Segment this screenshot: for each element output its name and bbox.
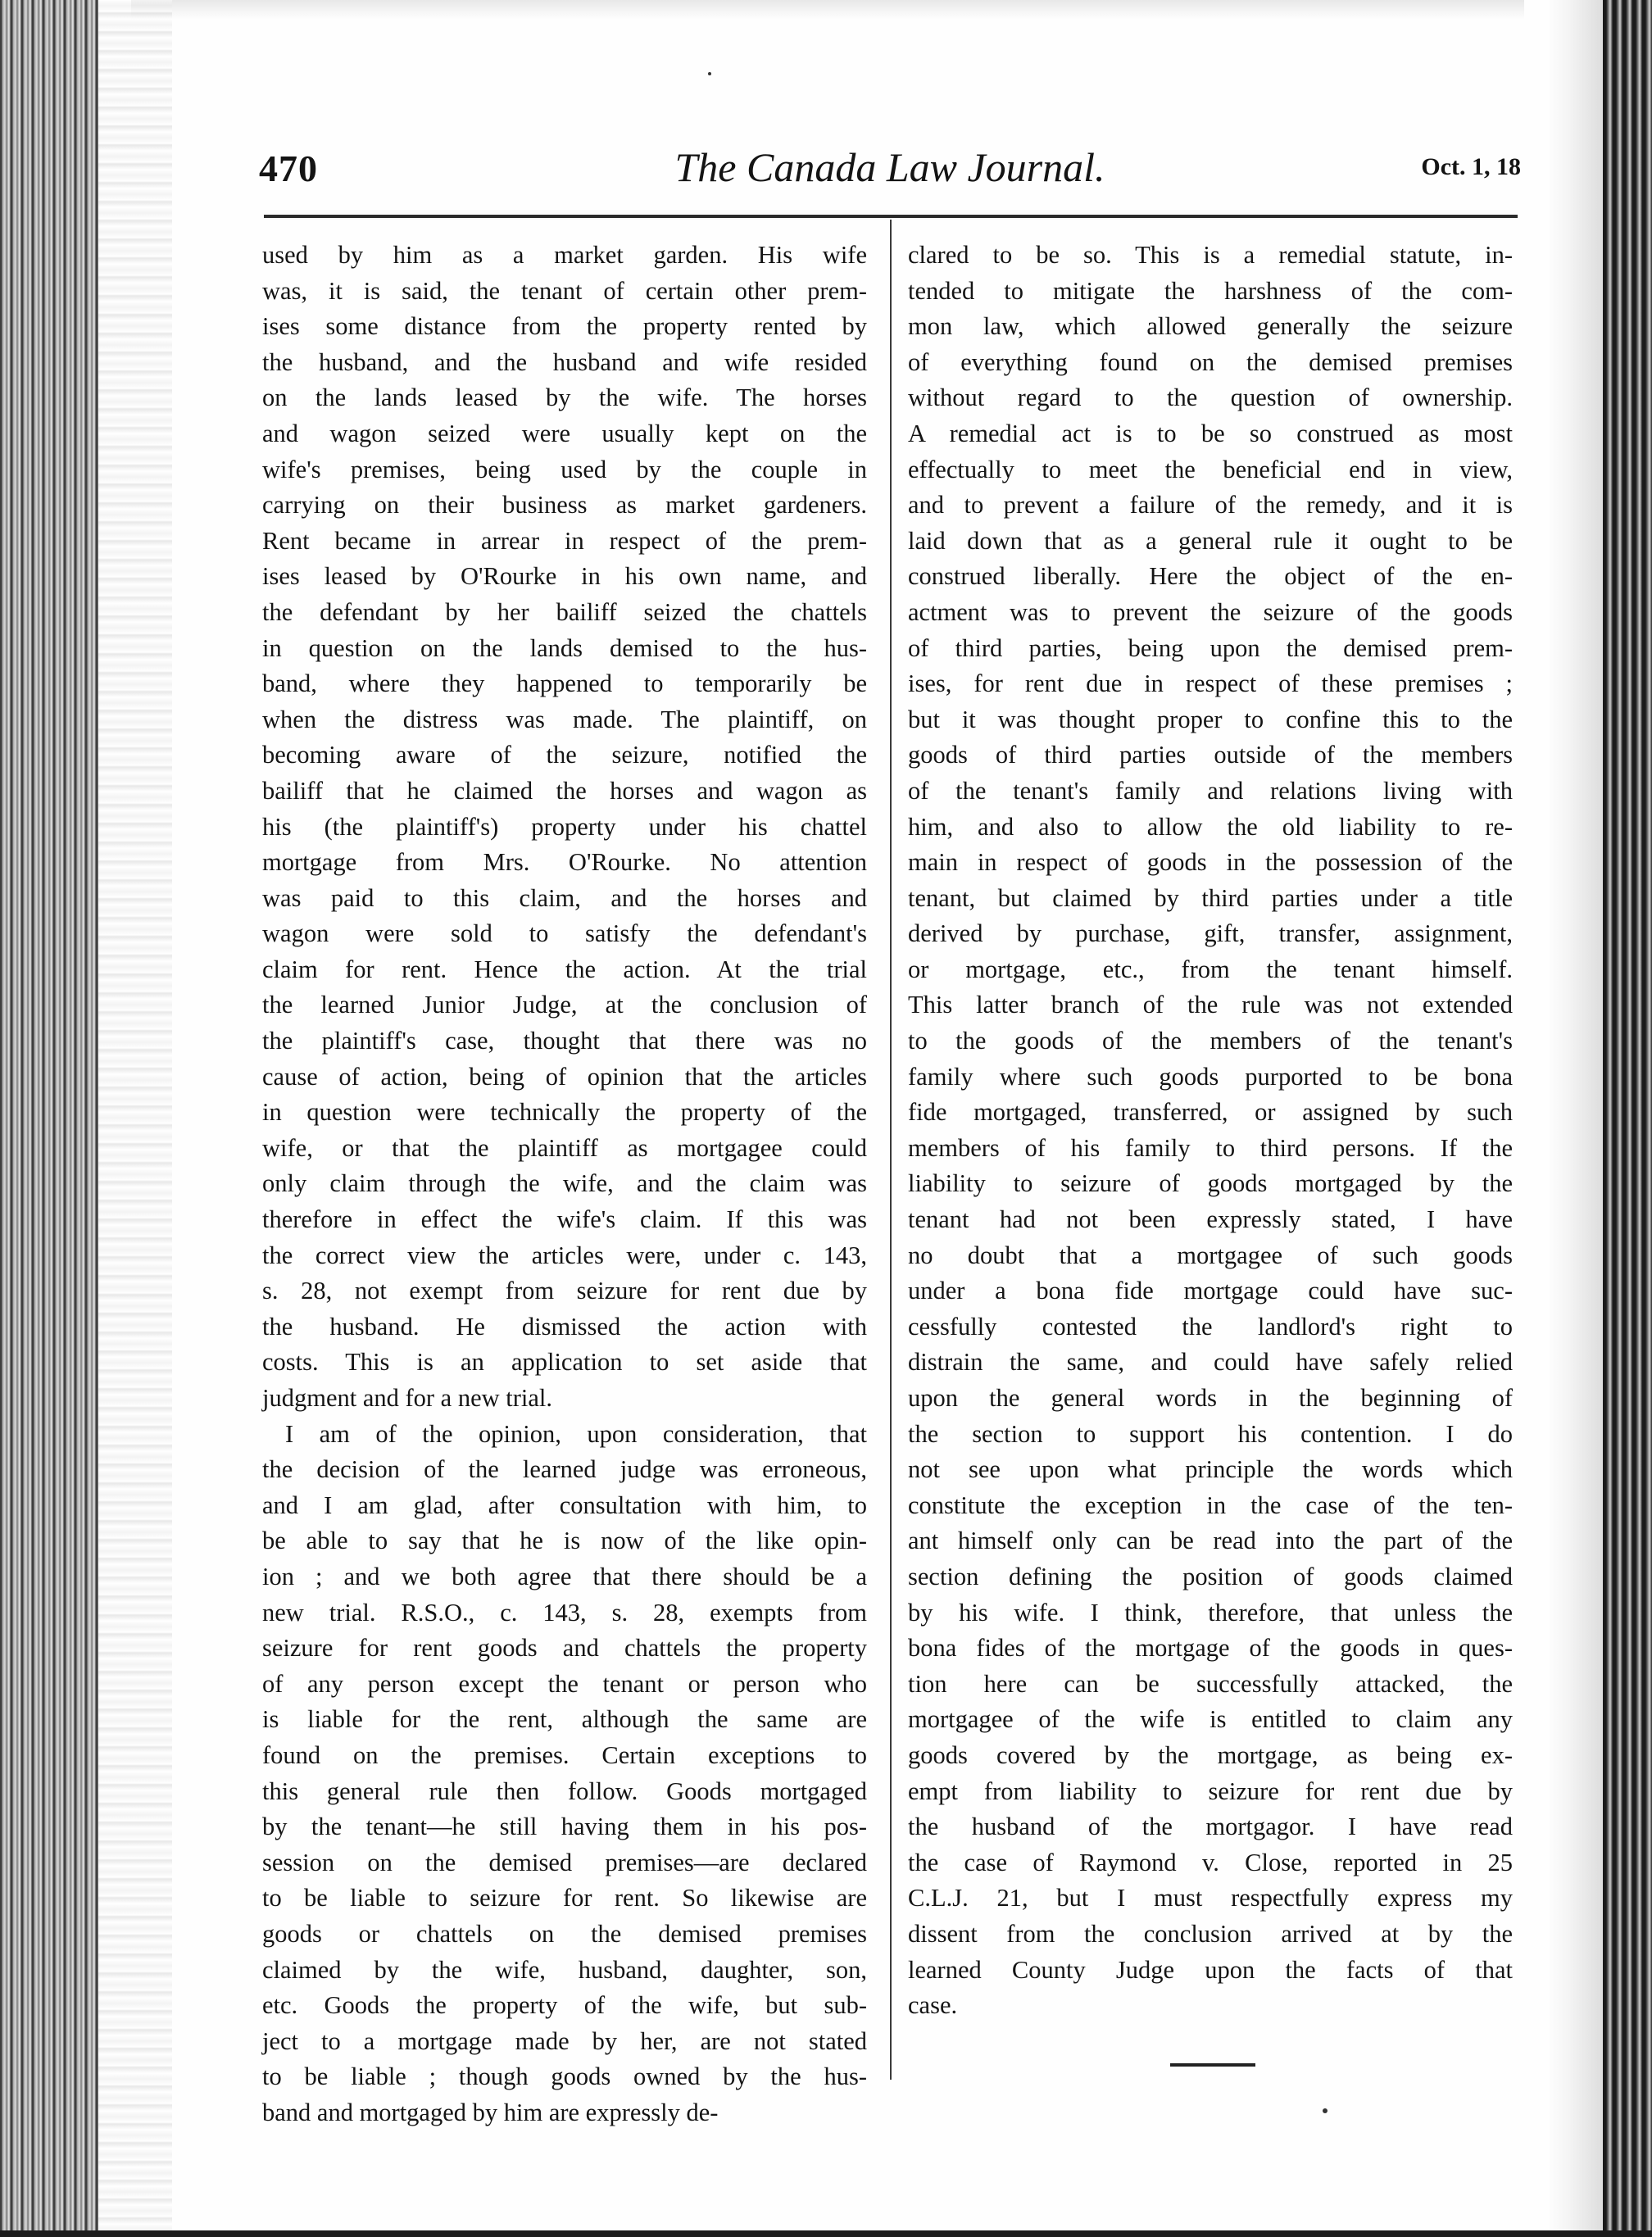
text-line: new trial. R.S.O., c. 143, s. 28, exempts from: [262, 1598, 867, 1627]
text-line: goods of third parties outside of the members: [908, 741, 1513, 769]
header-rule: [264, 215, 1518, 218]
text-line: section defining the position of goods claimed: [908, 1562, 1513, 1590]
text-line: tenant had not been expressly stated, I have: [908, 1205, 1513, 1234]
text-line: effectually to meet the beneficial end in view,: [908, 455, 1513, 483]
text-line: under a bona fide mortgage could have suc-: [908, 1277, 1513, 1305]
text-line: session on the demised premises—are declared: [262, 1848, 867, 1876]
text-line: no doubt that a mortgagee of such goods: [908, 1241, 1513, 1269]
text-line: goods covered by the mortgage, as being ex-: [908, 1740, 1513, 1769]
text-line: of third parties, being upon the demised prem-: [908, 633, 1513, 662]
text-line: case.: [908, 1991, 958, 2020]
section-end-rule: [1170, 2063, 1255, 2067]
scan-shadow-right: [1545, 0, 1603, 2237]
text-line: bona fides of the mortgage of the goods in ques-: [908, 1634, 1513, 1663]
text-line: and to prevent a failure of the remedy, and it is: [908, 491, 1513, 520]
text-line: therefore in effect the wife's claim. If this was: [262, 1205, 867, 1234]
text-line: C.L.J. 21, but I must respectfully express my: [908, 1884, 1513, 1913]
scan-binding-edge-right: [1603, 0, 1652, 2237]
text-line: family where such goods purported to be bona: [908, 1062, 1513, 1091]
text-line: learned County Judge upon the facts of that: [908, 1955, 1513, 1984]
text-line: ant himself only can be read into the part of the: [908, 1527, 1513, 1555]
text-line: the case of Raymond v. Close, reported in 25: [908, 1848, 1513, 1876]
text-line: dissent from the conclusion arrived at by the: [908, 1919, 1513, 1948]
text-line: is liable for the rent, although the same are: [262, 1705, 867, 1734]
text-line: I am of the opinion, upon consideration, that: [285, 1419, 867, 1448]
text-line: was paid to this claim, and the horses and: [262, 883, 867, 912]
text-line: main in respect of goods in the possession of the: [908, 848, 1513, 877]
text-line: to be liable to seizure for rent. So likewise are: [262, 1884, 867, 1913]
text-line: be able to say that he is now of the like opin-: [262, 1527, 867, 1555]
text-line: cause of action, being of opinion that the articles: [262, 1062, 867, 1091]
text-line: ion ; and we both agree that there should be a: [262, 1562, 867, 1590]
text-line: without regard to the question of ownership.: [908, 383, 1513, 412]
text-line: cessfully contested the landlord's right to: [908, 1312, 1513, 1341]
right-column: [908, 238, 1513, 2024]
text-line: when the distress was made. The plaintiff, on: [262, 705, 867, 733]
text-line: fide mortgaged, transferred, or assigned by such: [908, 1098, 1513, 1127]
page-number: 470: [259, 147, 318, 189]
text-line: wife, or that the plaintiff as mortgagee could: [262, 1133, 867, 1162]
text-line: laid down that as a general rule it ought to be: [908, 526, 1513, 555]
text-line: constitute the exception in the case of the ten-: [908, 1491, 1513, 1519]
scan-binding-edge-left: [0, 0, 98, 2237]
text-line: becoming aware of the seizure, notified the: [262, 741, 867, 769]
text-line: the section to support his contention. I do: [908, 1419, 1513, 1448]
text-line: of everything found on the demised premises: [908, 347, 1513, 376]
scan-noise-left: [98, 0, 172, 2237]
text-line: the husband. He dismissed the action with: [262, 1312, 867, 1341]
text-line: tenant, but claimed by third parties under a title: [908, 883, 1513, 912]
scan-shadow-top: [131, 0, 1524, 20]
text-line: wife's premises, being used by the couple in: [262, 455, 867, 483]
text-line: the correct view the articles were, under c. 143,: [262, 1241, 867, 1269]
text-line: ject to a mortgage made by her, are not stated: [262, 2026, 867, 2055]
text-line: s. 28, not exempt from seizure for rent due by: [262, 1277, 867, 1305]
scan-edge-bottom: [0, 2230, 1652, 2237]
text-line: judgment and for a new trial.: [262, 1384, 553, 1412]
text-line: to be liable ; though goods owned by the hus-: [262, 2062, 867, 2091]
text-line: claim for rent. Hence the action. At the trial: [262, 955, 867, 983]
text-line: his (the plaintiff's) property under his chattel: [262, 812, 867, 841]
text-line: by the tenant—he still having them in his pos-: [262, 1813, 867, 1841]
text-line: upon the general words in the beginning of: [908, 1384, 1513, 1412]
text-line: in question were technically the property of the: [262, 1098, 867, 1127]
text-line: the learned Junior Judge, at the conclusion of: [262, 991, 867, 1019]
ink-speck: [1323, 2108, 1328, 2113]
text-line: goods or chattels on the demised premises: [262, 1919, 867, 1948]
text-line: members of his family to third persons. If the: [908, 1133, 1513, 1162]
text-line: to the goods of the members of the tenant's: [908, 1027, 1513, 1055]
text-line: Rent became in arrear in respect of the prem-: [262, 526, 867, 555]
ink-speck: [708, 72, 711, 75]
text-line: and wagon seized were usually kept on the: [262, 419, 867, 447]
text-line: liability to seizure of goods mortgaged by the: [908, 1169, 1513, 1198]
text-line: and I am glad, after consultation with him, to: [262, 1491, 867, 1519]
text-line: the defendant by her bailiff seized the chattels: [262, 597, 867, 626]
text-line: or mortgage, etc., from the tenant himself.: [908, 955, 1513, 983]
text-line: of any person except the tenant or person who: [262, 1669, 867, 1698]
text-line: costs. This is an application to set aside that: [262, 1348, 867, 1377]
text-line: in question on the lands demised to the hus-: [262, 633, 867, 662]
text-line: the husband of the mortgagor. I have read: [908, 1813, 1513, 1841]
text-line: actment was to prevent the seizure of the goods: [908, 597, 1513, 626]
text-line: not see upon what principle the words which: [908, 1455, 1513, 1484]
text-line: wagon were sold to satisfy the defendant's: [262, 919, 867, 948]
text-line: empt from liability to seizure for rent due by: [908, 1776, 1513, 1805]
text-line: him, and also to allow the old liability to re-: [908, 812, 1513, 841]
left-column: [262, 238, 867, 2130]
text-line: distrain the same, and could have safely relied: [908, 1348, 1513, 1377]
text-line: this general rule then follow. Goods mortgaged: [262, 1776, 867, 1805]
issue-date: Oct. 1, 18: [1421, 153, 1521, 180]
column-divider: [890, 220, 892, 2080]
text-line: mon law, which allowed generally the seizure: [908, 312, 1513, 341]
text-line: mortgage from Mrs. O'Rourke. No attention: [262, 848, 867, 877]
text-line: mortgagee of the wife is entitled to claim any: [908, 1705, 1513, 1734]
text-line: bailiff that he claimed the horses and wagon as: [262, 776, 867, 805]
text-line: found on the premises. Certain exceptions to: [262, 1740, 867, 1769]
text-line: on the lands leased by the wife. The horses: [262, 383, 867, 412]
text-line: was, it is said, the tenant of certain other prem-: [262, 276, 867, 305]
text-line: A remedial act is to be so construed as most: [908, 419, 1513, 447]
text-line: ises some distance from the property rented by: [262, 312, 867, 341]
text-line: derived by purchase, gift, transfer, assignment,: [908, 919, 1513, 948]
text-line: ises, for rent due in respect of these premises ;: [908, 669, 1513, 698]
text-line: clared to be so. This is a remedial statute, in-: [908, 241, 1513, 269]
text-line: etc. Goods the property of the wife, but sub-: [262, 1991, 867, 2020]
running-header: [259, 143, 1521, 201]
text-line: tion here can be successfully attacked, the: [908, 1669, 1513, 1698]
text-line: the husband, and the husband and wife resided: [262, 347, 867, 376]
text-line: band, where they happened to temporarily be: [262, 669, 867, 698]
text-line: claimed by the wife, husband, daughter, son,: [262, 1955, 867, 1984]
text-line: tended to mitigate the harshness of the com-: [908, 276, 1513, 305]
text-line: construed liberally. Here the object of the en-: [908, 562, 1513, 591]
text-line: carrying on their business as market gardeners.: [262, 491, 867, 520]
text-line: but it was thought proper to confine this to the: [908, 705, 1513, 733]
text-line: only claim through the wife, and the claim was: [262, 1169, 867, 1198]
text-line: by his wife. I think, therefore, that unless the: [908, 1598, 1513, 1627]
text-line: This latter branch of the rule was not extended: [908, 991, 1513, 1019]
text-line: the decision of the learned judge was erroneous,: [262, 1455, 867, 1484]
text-line: used by him as a market garden. His wife: [262, 241, 867, 269]
journal-title: The Canada Law Journal.: [674, 144, 1105, 190]
text-line: the plaintiff's case, thought that there was no: [262, 1027, 867, 1055]
text-line: seizure for rent goods and chattels the property: [262, 1634, 867, 1663]
text-line: ises leased by O'Rourke in his own name, and: [262, 562, 867, 591]
text-line: of the tenant's family and relations living with: [908, 776, 1513, 805]
text-line: band and mortgaged by him are expressly de-: [262, 2098, 719, 2126]
